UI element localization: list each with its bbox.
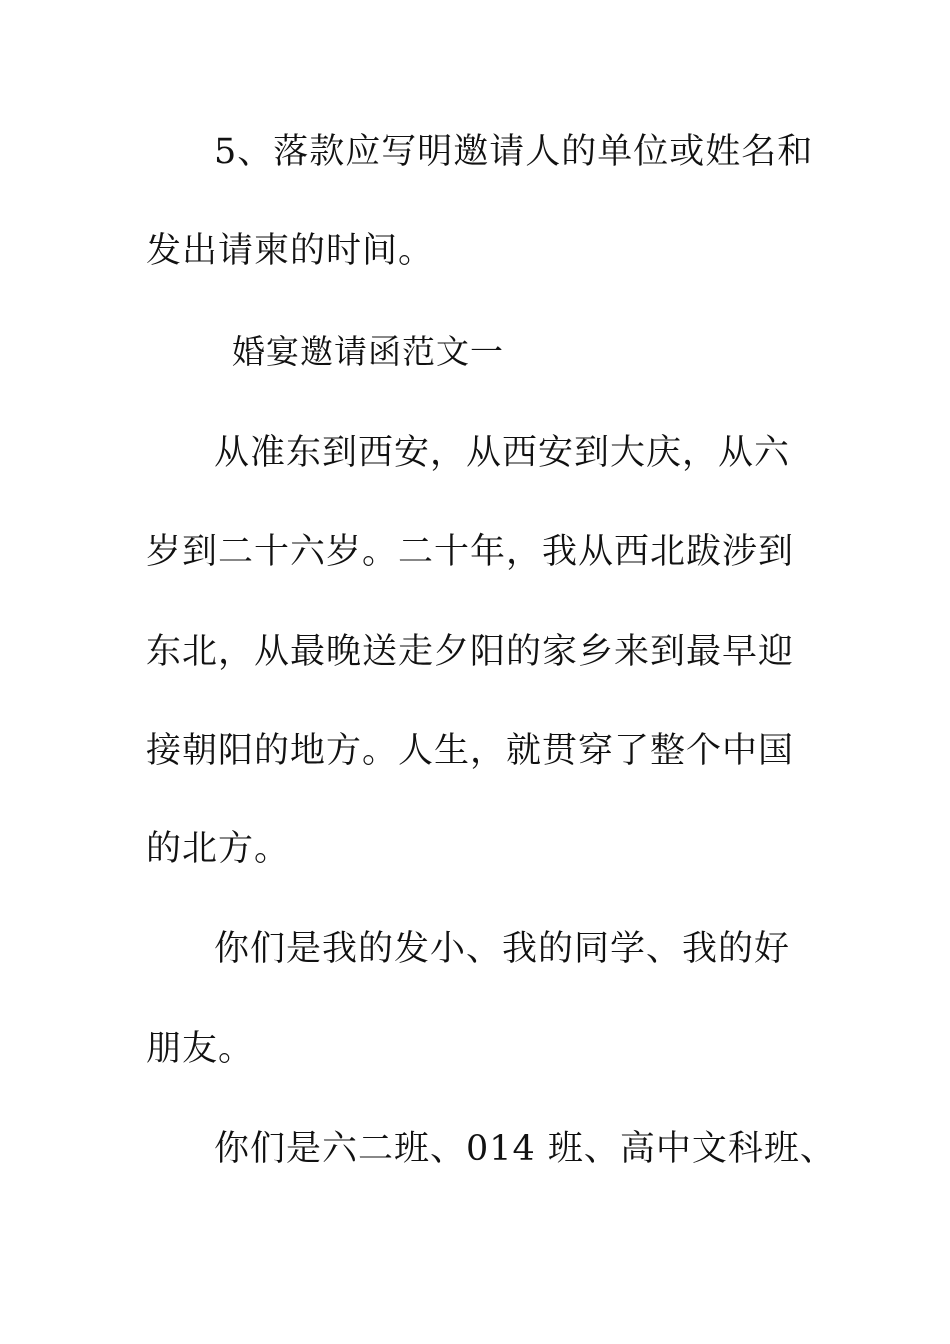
paragraph-line: 岁到二十六岁。二十年，我从西北跋涉到 [146,532,795,572]
paragraph-line: 接朝阳的地方。人生，就贯穿了整个中国 [146,731,795,771]
paragraph-line: 你们是我的发小、我的同学、我的好 [214,929,791,969]
paragraph-line: 东北，从最晚送走夕阳的家乡来到最早迎 [146,632,795,672]
paragraph-line: 你们是六二班、014 班、高中文科班、 [214,1129,836,1169]
paragraph-line: 的北方。 [146,829,291,869]
paragraph-line: 5、落款应写明邀请人的单位或姓名和 [214,132,814,172]
paragraph-line: 从准东到西安，从西安到大庆，从六 [214,433,791,473]
section-heading: 婚宴邀请函范文一 [232,332,504,371]
paragraph-line: 发出请柬的时间。 [146,231,435,271]
paragraph-line: 朋友。 [146,1029,255,1069]
